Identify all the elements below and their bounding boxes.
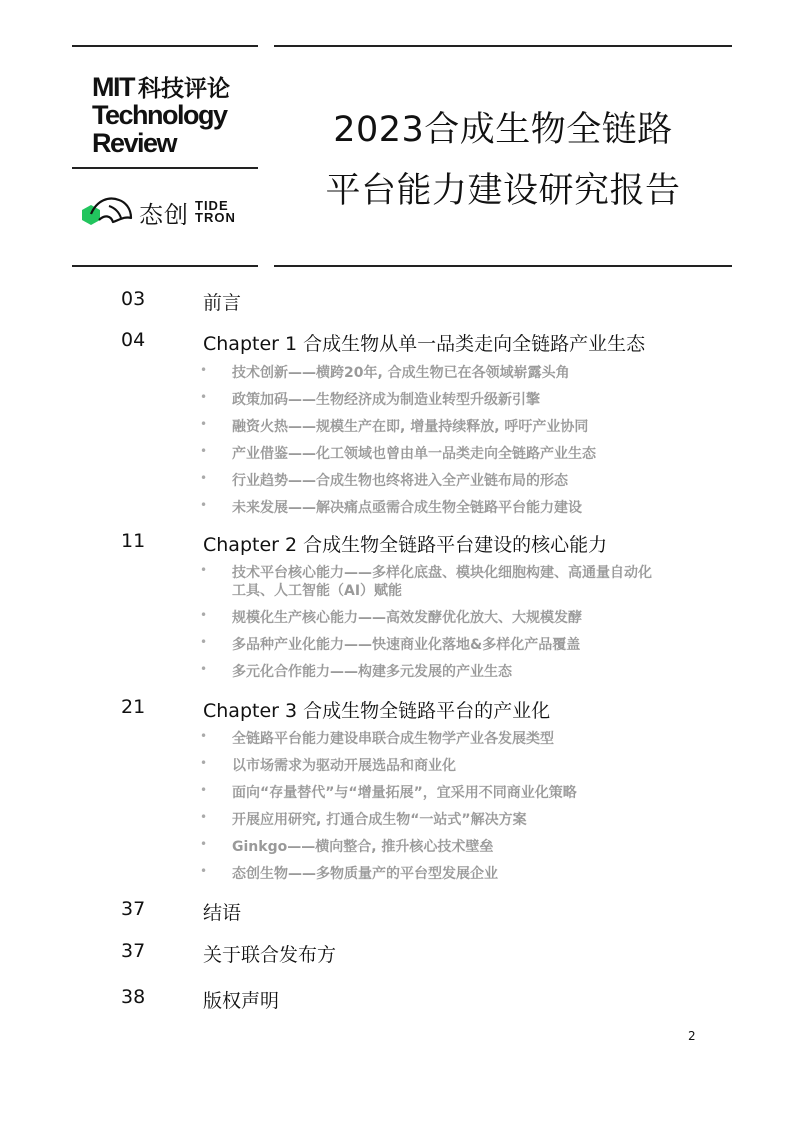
toc-entry-title: 关于联合发布方 — [203, 944, 337, 966]
toc-page-number: 11 — [121, 530, 146, 552]
toc-chapter-title: Chapter 3 合成生物全链路平台的产业化 — [203, 700, 551, 722]
toc-page-number: 37 — [121, 898, 146, 920]
bullet-icon: • — [200, 635, 208, 649]
page-number: 2 — [688, 1029, 696, 1043]
toc-chapter-title: Chapter 2 合成生物全链路平台建设的核心能力 — [203, 534, 608, 556]
mit-logo-line3: Review — [92, 128, 177, 158]
bullet-icon: • — [200, 756, 208, 770]
header-bottom-rule-right — [274, 265, 732, 267]
toc-page-number: 37 — [121, 940, 146, 962]
bullet-icon: • — [200, 498, 208, 512]
tidetron-logo-icon — [79, 192, 135, 232]
toc-entry-title: 前言 — [203, 292, 242, 314]
bullet-icon: • — [200, 810, 208, 824]
toc-page-number: 21 — [121, 696, 146, 718]
report-title-line2: 平台能力建设研究报告 — [325, 171, 681, 211]
tidetron-logo-en: TIDE TRON — [195, 198, 236, 225]
toc-page-number: 04 — [121, 329, 146, 351]
toc-entry-title: 版权声明 — [203, 990, 280, 1012]
header-top-rule-left — [72, 45, 258, 47]
mit-logo-line2: Technology — [92, 100, 227, 130]
toc-page-number: 38 — [121, 986, 146, 1008]
bullet-icon: • — [200, 783, 208, 797]
bullet-icon: • — [200, 729, 208, 743]
bullet-icon: • — [200, 444, 208, 458]
toc-page-number: 03 — [121, 288, 146, 310]
bullet-icon: • — [200, 563, 208, 577]
header-bottom-rule-left — [72, 265, 258, 267]
bullet-icon: • — [200, 608, 208, 622]
toc-chapter-title: Chapter 1 合成生物从单一品类走向全链路产业生态 — [203, 333, 646, 355]
header-top-rule-right — [274, 45, 732, 47]
bullet-icon: • — [200, 363, 208, 377]
tidetron-logo — [79, 192, 236, 232]
bullet-icon: • — [200, 864, 208, 878]
bullet-icon: • — [200, 417, 208, 431]
logo-divider-rule — [72, 167, 258, 169]
toc-entry-title: 结语 — [203, 902, 242, 924]
bullet-icon: • — [200, 390, 208, 404]
bullet-icon: • — [200, 471, 208, 485]
report-title-line1: 2023合成生物全链路 — [333, 110, 673, 150]
bullet-icon: • — [200, 837, 208, 851]
bullet-icon: • — [200, 662, 208, 676]
mit-logo-line1: MIT 科技评论 — [92, 72, 230, 102]
mit-technology-review-logo — [92, 74, 262, 157]
tidetron-logo-cn: 态创 — [139, 200, 189, 229]
